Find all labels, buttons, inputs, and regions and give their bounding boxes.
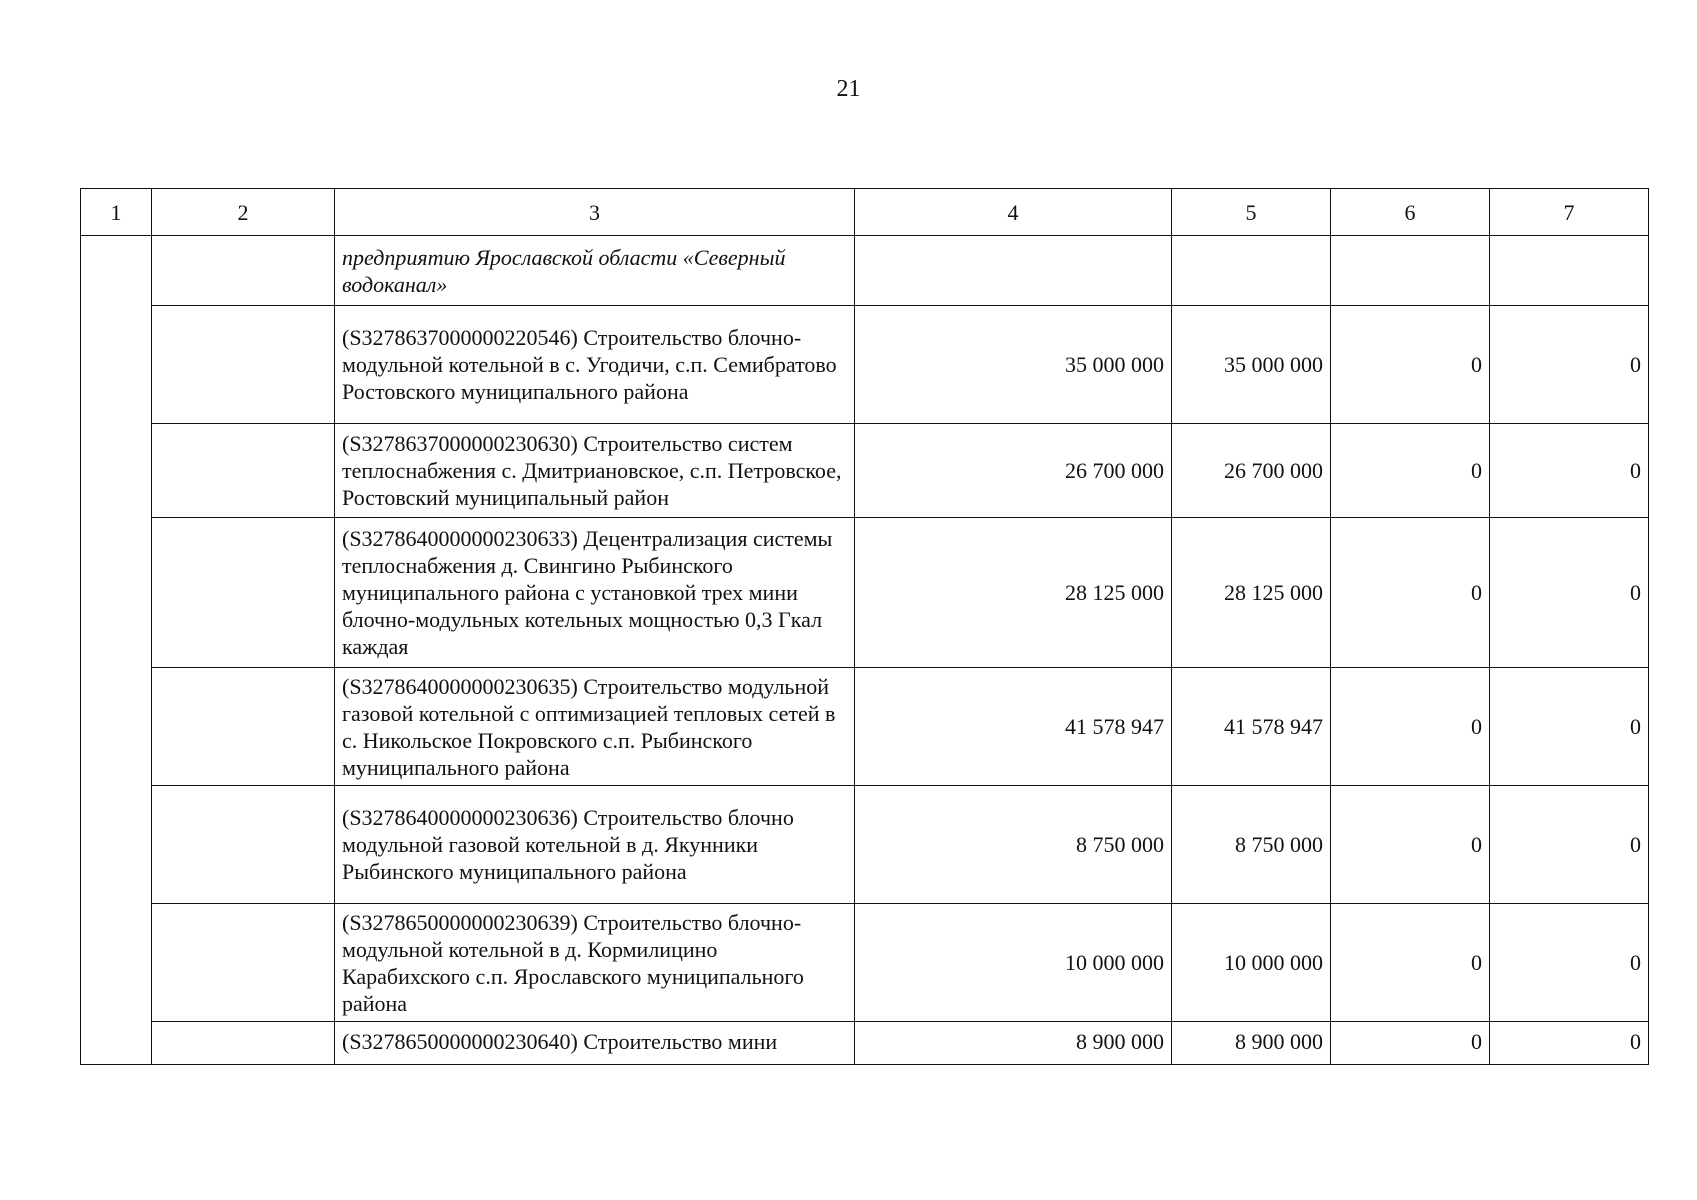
column-6-cell: 0 [1331, 518, 1490, 668]
column-4-cell: 26 700 000 [855, 424, 1172, 518]
description-cell: (S3278637000000220546) Строительство блочно-модульной котельной в с. Угодичи, с.п. Семибратово Ростовского муниципального района [335, 306, 855, 424]
description-cell: (S3278640000000230636) Строительство блочно модульной газовой котельной в д. Якунники Рыбинского муниципального района [335, 786, 855, 904]
description-cell: (S3278640000000230635) Строительство модульной газовой котельной с оптимизацией тепловых сетей в с. Никольское Покровского с.п. Рыбинского муниципального района [335, 668, 855, 786]
column-1-cell [81, 236, 152, 1065]
column-2-cell [152, 1022, 335, 1065]
table-row [81, 306, 1649, 424]
table-row [81, 668, 1649, 786]
column-6-cell: 0 [1331, 306, 1490, 424]
column-2-cell [152, 904, 335, 1022]
header-cell: 7 [1490, 189, 1649, 236]
table-row [81, 786, 1649, 904]
header-cell: 2 [152, 189, 335, 236]
header-cell: 4 [855, 189, 1172, 236]
column-2-cell [152, 668, 335, 786]
column-5-cell: 8 900 000 [1172, 1022, 1331, 1065]
column-5-cell [1172, 236, 1331, 306]
description-cell: предприятию Ярославской области «Северный водоканал» [335, 236, 855, 306]
description-cell: (S3278637000000230630) Строительство систем теплоснабжения с. Дмитриановское, с.п. Петровское, Ростовский муниципальный район [335, 424, 855, 518]
column-5-cell: 28 125 000 [1172, 518, 1331, 668]
header-cell: 5 [1172, 189, 1331, 236]
table-row [81, 236, 1649, 306]
column-4-cell: 41 578 947 [855, 668, 1172, 786]
column-6-cell [1331, 236, 1490, 306]
column-4-cell: 8 900 000 [855, 1022, 1172, 1065]
budget-table [80, 188, 1649, 1065]
column-5-cell: 26 700 000 [1172, 424, 1331, 518]
column-7-cell: 0 [1490, 306, 1649, 424]
column-5-cell: 8 750 000 [1172, 786, 1331, 904]
header-cell: 1 [81, 189, 152, 236]
column-5-cell: 10 000 000 [1172, 904, 1331, 1022]
column-6-cell: 0 [1331, 1022, 1490, 1065]
header-cell: 6 [1331, 189, 1490, 236]
column-5-cell: 35 000 000 [1172, 306, 1331, 424]
column-4-cell: 35 000 000 [855, 306, 1172, 424]
column-6-cell: 0 [1331, 786, 1490, 904]
table-header-row [81, 189, 1649, 236]
column-6-cell: 0 [1331, 424, 1490, 518]
column-6-cell: 0 [1331, 668, 1490, 786]
column-7-cell: 0 [1490, 518, 1649, 668]
description-cell: (S3278650000000230640) Строительство мини [335, 1022, 855, 1065]
column-4-cell: 8 750 000 [855, 786, 1172, 904]
column-2-cell [152, 518, 335, 668]
column-2-cell [152, 786, 335, 904]
table-row [81, 904, 1649, 1022]
column-2-cell [152, 424, 335, 518]
header-cell: 3 [335, 189, 855, 236]
table-row [81, 518, 1649, 668]
table-row [81, 424, 1649, 518]
column-5-cell: 41 578 947 [1172, 668, 1331, 786]
description-cell: (S3278640000000230633) Децентрализация системы теплоснабжения д. Свингино Рыбинского муниципального района с установкой трех мини блочно-модульных котельных мощностью 0,3 Гкал каждая [335, 518, 855, 668]
column-7-cell: 0 [1490, 786, 1649, 904]
column-7-cell: 0 [1490, 424, 1649, 518]
page-number: 21 [836, 76, 861, 102]
column-6-cell: 0 [1331, 904, 1490, 1022]
column-4-cell: 28 125 000 [855, 518, 1172, 668]
column-2-cell [152, 236, 335, 306]
column-7-cell: 0 [1490, 904, 1649, 1022]
column-7-cell: 0 [1490, 668, 1649, 786]
description-cell: (S3278650000000230639) Строительство блочно-модульной котельной в д. Кормилицино Карабихского с.п. Ярославского муниципального района [335, 904, 855, 1022]
column-4-cell [855, 236, 1172, 306]
table-row [81, 1022, 1649, 1065]
column-7-cell: 0 [1490, 1022, 1649, 1065]
column-7-cell [1490, 236, 1649, 306]
column-4-cell: 10 000 000 [855, 904, 1172, 1022]
column-2-cell [152, 306, 335, 424]
